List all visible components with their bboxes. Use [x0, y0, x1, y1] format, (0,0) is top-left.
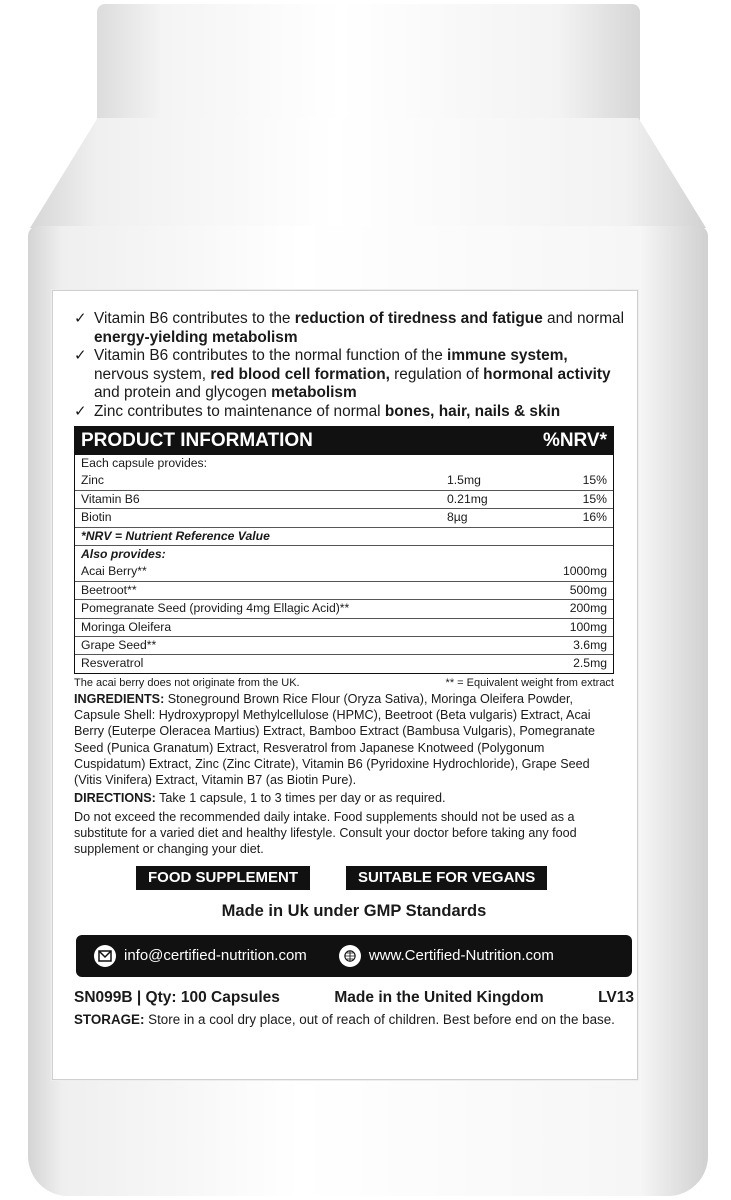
footnotes	[74, 677, 614, 689]
table-row: Moringa Oleifera 100mg	[75, 619, 613, 637]
label-content	[74, 310, 634, 1028]
claim-highlight: bones, hair, nails & skin	[384, 402, 561, 420]
claim-1	[74, 310, 626, 347]
gmp-statement: Made in Uk under GMP Standards	[221, 901, 487, 920]
table-row: Resveratrol 2.5mg	[81, 656, 607, 671]
claim-text: Vitamin B6 contributes to the	[94, 310, 295, 327]
claim-text: regulation of	[389, 365, 484, 383]
claim-highlight: immune system,	[447, 347, 568, 364]
origin-footnote: The acai berry does not originate from the UK.	[74, 676, 300, 689]
badges	[136, 866, 626, 890]
claim-highlight: red blood cell formation,	[210, 365, 390, 383]
claim-text: and protein and glycogen	[94, 384, 272, 401]
table-row: Beetroot** 500mg	[75, 582, 613, 600]
extract-footnote: ** = Equivalent weight from extract	[445, 676, 614, 689]
check-icon: ✓	[74, 402, 87, 420]
table-row: Pomegranate Seed (providing 4mg Ellagic Acid)** 200mg	[75, 600, 613, 618]
table-row: Acai Berry** 1000mg	[75, 563, 613, 581]
contact-bar	[76, 935, 632, 977]
table-row: Grape Seed** 3.6mg	[75, 637, 613, 655]
bottle-shoulder	[30, 118, 706, 228]
table-row: Zinc 1.5mg 15%	[75, 472, 613, 490]
sku-line	[74, 989, 634, 1007]
table-title: PRODUCT INFORMATION	[81, 430, 313, 451]
also-provides-heading: Also provides:	[81, 546, 166, 561]
check-icon: ✓	[74, 310, 87, 327]
each-capsule-row: Each capsule provides:	[81, 456, 208, 470]
claim-text: Zinc contributes to maintenance of normal	[94, 402, 385, 420]
claim-highlight: hormonal activity	[483, 365, 611, 383]
check-icon: ✓	[74, 347, 87, 364]
table-header	[75, 427, 613, 455]
claim-3	[74, 403, 626, 422]
claim-highlight: metabolism	[271, 384, 357, 401]
claim-text: Vitamin B6 contributes to the normal function of the	[94, 347, 448, 364]
table-row: Vitamin B6 0.21mg 15%	[75, 491, 613, 509]
food-supplement-badge: FOOD SUPPLEMENT	[136, 866, 310, 890]
table-row: Biotin 8µg 16%	[75, 509, 613, 527]
claim-highlight: reduction of tiredness and fatigue	[294, 310, 543, 327]
nrv-header: %NRV*	[542, 430, 607, 451]
email-address: info@certified-nutrition.com	[124, 947, 307, 965]
website-url: www.Certified-Nutrition.com	[368, 947, 554, 965]
claim-2	[74, 347, 626, 403]
ingredients: INGREDIENTS: Stoneground Brown Rice Flour (Oryza Sativa), Moringa Oleifera Powder, Capsule Shell: Hydroxypropyl Methylcellulose (HPMC), Beetroot (Beta vulgaris) Extract, Acai Berry (Euterpe Oleracea Martius) Extract, Bamboo Extract (Bambusa Vulgaris), Pomegranate Seed (Punica Granatum) Extract, Resveratrol from Japanese Knotweed (Polygonum Cuspidatum) Extract, Zinc (Zinc Citrate), Vitamin B6 (Pyridoxine Hydrochloride), Grape Seed (Vitis Vinifera) Extract, Vitamin B7 (as Biotin Pure).	[74, 691, 595, 788]
claim-highlight: energy-yielding metabolism	[94, 328, 298, 346]
warning: Do not exceed the recommended daily intake. Food supplements should not be used as a substitute for a varied diet and healthy lifestyle. Consult your doctor before taking any food supplement or changing your diet.	[74, 809, 577, 857]
claim-text: and normal	[542, 310, 625, 327]
bottle-cap	[97, 4, 640, 124]
product-information-table	[74, 426, 614, 674]
sku-qty: SN099B | Qty: 100 Capsules	[74, 988, 280, 1006]
email-icon	[94, 945, 116, 967]
claim-text: nervous system,	[94, 365, 211, 383]
lot-code: LV13	[598, 988, 634, 1006]
made-in: Made in the United Kingdom	[334, 988, 544, 1006]
nrv-note: *NRV = Nutrient Reference Value	[75, 528, 613, 546]
globe-icon	[339, 945, 361, 967]
vegan-badge: SUITABLE FOR VEGANS	[346, 866, 547, 890]
storage: STORAGE: Store in a cool dry place, out of reach of children. Best before end on the base.	[74, 1011, 615, 1027]
health-claims	[74, 310, 626, 421]
directions: DIRECTIONS: Take 1 capsule, 1 to 3 times per day or as required.	[74, 791, 446, 806]
